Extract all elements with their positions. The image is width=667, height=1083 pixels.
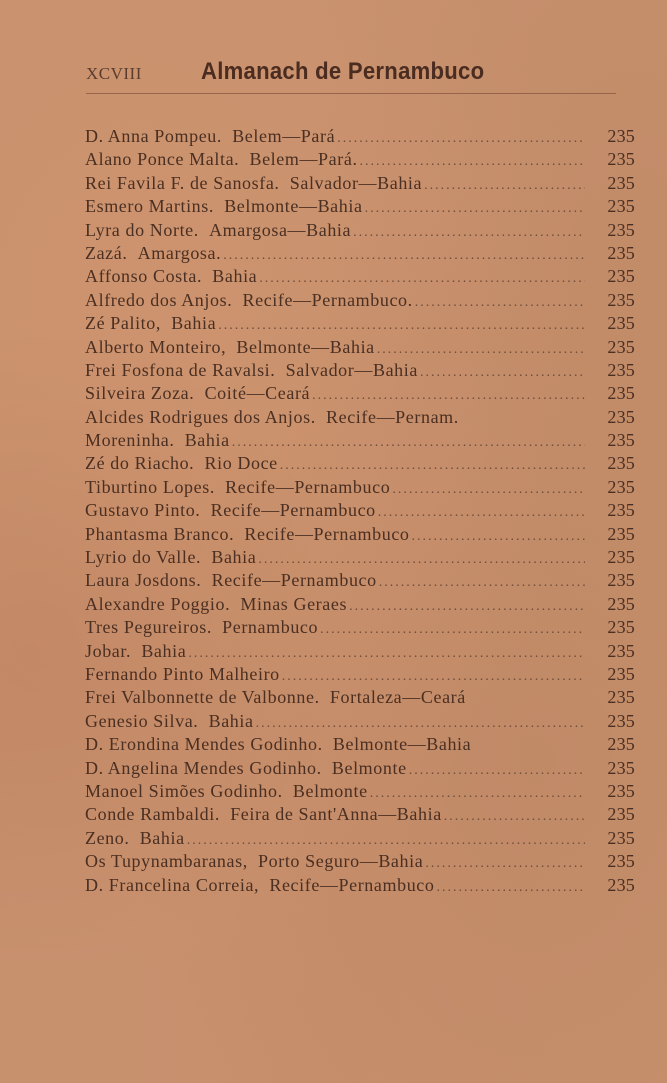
entry-page-number: 235: [607, 126, 635, 146]
entry-page-number: 235: [607, 734, 635, 755]
entry-name: Gustavo Pinto.: [85, 500, 201, 521]
entry-name: D. Francelina Correia,: [85, 874, 260, 895]
dot-leader: [409, 759, 585, 782]
entry-text: [85, 757, 407, 780]
dot-leader: [444, 805, 585, 828]
entry-name: Moreninha.: [85, 430, 175, 451]
list-item: [85, 499, 635, 522]
entry-place: Rio Doce: [204, 453, 278, 474]
entry-text: [85, 265, 257, 288]
entry-place: Recife—Pernambuco: [210, 500, 376, 521]
entry-name: Conde Rambaldi.: [85, 804, 220, 825]
list-item: [85, 569, 635, 592]
list-item: [85, 382, 635, 405]
list-item: [85, 406, 635, 429]
entry-page-number: 235: [607, 336, 635, 357]
entry-name: Zazá.: [85, 242, 128, 263]
entry-page-number: 235: [607, 500, 635, 521]
dot-leader: [412, 525, 585, 548]
entry-text: [85, 382, 310, 405]
list-item: [85, 686, 635, 709]
entry-place: Recife—Pernambuco.: [242, 289, 413, 310]
entry-text: [85, 827, 185, 850]
entry-page-number: 235: [607, 149, 635, 170]
entry-page-number: 235: [607, 219, 635, 240]
dot-leader: [349, 595, 585, 618]
entry-text: [85, 733, 471, 756]
entry-name: Rei Favila F. de Sanosfa.: [85, 172, 280, 193]
list-item: [85, 757, 635, 780]
entry-text: [85, 663, 280, 686]
entry-name: Fernando Pinto Malheiro: [85, 663, 280, 684]
entry-text: [85, 406, 459, 429]
entry-place: Pernambuco: [222, 617, 319, 638]
entry-list: [85, 125, 635, 897]
entry-place: Bahia: [212, 266, 258, 287]
entry-place: Belem—Pará.: [249, 149, 358, 170]
list-item: [85, 546, 635, 569]
entry-place: Recife—Pernambuco: [269, 874, 435, 895]
dot-leader: [365, 197, 585, 220]
entry-page-number: 235: [607, 804, 635, 825]
list-item: [85, 265, 635, 288]
entry-name: Genesio Silva.: [85, 710, 199, 731]
entry-text: [85, 476, 390, 499]
list-item: [85, 733, 635, 756]
entry-place: Belem—Pará: [232, 126, 336, 146]
dot-leader: [259, 267, 585, 290]
entry-text: [85, 780, 368, 803]
entry-text: [85, 710, 254, 733]
dot-leader: [337, 127, 585, 150]
dot-leader: [188, 642, 585, 665]
list-item: [85, 148, 635, 171]
entry-place: Recife—Pernambuco: [211, 570, 377, 591]
entry-place: Bahia: [208, 710, 254, 731]
list-item: [85, 663, 635, 686]
entry-page-number: 235: [607, 383, 635, 404]
entry-page-number: 235: [607, 172, 635, 193]
entry-place: Recife—Pernam.: [326, 406, 459, 427]
entry-place: Belmonte: [292, 780, 368, 801]
entry-name: Alberto Monteiro,: [85, 336, 227, 357]
entry-place: Bahia: [211, 547, 257, 568]
entry-name: Phantasma Branco.: [85, 523, 235, 544]
entry-name: Frei Valbonnette de Valbonne.: [85, 687, 320, 708]
entry-text: [85, 874, 435, 897]
dot-leader: [218, 314, 585, 337]
list-item: [85, 312, 635, 335]
dot-leader: [379, 571, 585, 594]
entry-page-number: 235: [607, 313, 635, 334]
list-item: [85, 429, 635, 452]
entry-text: [85, 452, 278, 475]
dot-leader: [320, 618, 585, 641]
entry-page-number: 235: [607, 780, 635, 801]
entry-name: Jobar.: [85, 640, 132, 661]
list-item: [85, 640, 635, 663]
entry-name: Os Tupynambaranas,: [85, 851, 248, 872]
entry-name: Tres Pegureiros.: [85, 617, 212, 638]
entry-name: Laura Josdons.: [85, 570, 202, 591]
entry-place: Belmonte—Bahia: [236, 336, 375, 357]
entry-page-number: 235: [607, 453, 635, 474]
entry-text: [85, 499, 376, 522]
entry-text: [85, 242, 221, 265]
list-item: [85, 827, 635, 850]
list-item: [85, 710, 635, 733]
entry-text: [85, 148, 358, 171]
entry-page-number: 235: [607, 547, 635, 568]
entry-place: Feira de Sant'Anna—Bahia: [230, 804, 442, 825]
entry-name: Zeno.: [85, 827, 130, 848]
entry-place: Bahia: [171, 313, 217, 334]
dot-leader: [437, 876, 586, 899]
dot-leader: [420, 361, 585, 384]
dot-leader: [280, 454, 585, 477]
dot-leader: [187, 829, 585, 852]
entry-page-number: 235: [607, 570, 635, 591]
entry-name: D. Anna Pompeu.: [85, 126, 222, 146]
entry-place: Belmonte—Bahia: [332, 734, 472, 755]
dot-leader: [223, 244, 585, 267]
entry-page-number: 235: [607, 476, 635, 497]
entry-name: Alano Ponce Malta.: [85, 149, 240, 170]
entry-page-number: 235: [607, 687, 635, 708]
entry-page-number: 235: [607, 851, 635, 872]
entry-name: Alcides Rodrigues dos Anjos.: [85, 406, 316, 427]
list-item: [85, 452, 635, 475]
list-item: [85, 523, 635, 546]
entry-place: Salvador—Bahia: [289, 172, 423, 193]
entry-text: [85, 616, 318, 639]
dot-leader: [425, 852, 585, 875]
page-folio: XCVIII: [86, 64, 142, 83]
entry-place: Recife—Pernambuco: [244, 523, 410, 544]
entry-text: [85, 195, 363, 218]
entry-name: Alexandre Poggio.: [85, 593, 231, 614]
entry-page-number: 235: [607, 640, 635, 661]
entry-place: Minas Geraes: [240, 593, 348, 614]
entry-text: [85, 569, 377, 592]
entry-place: Belmonte—Bahia: [224, 196, 363, 217]
entry-place: Amargosa—Bahia: [209, 219, 352, 240]
list-item: [85, 125, 635, 148]
list-item: [85, 780, 635, 803]
entry-place: Fortaleza—Ceará: [329, 687, 466, 708]
entry-place: Bahia: [184, 430, 230, 451]
entry-place: Bahia: [139, 827, 185, 848]
entry-place: Bahia: [141, 640, 187, 661]
dot-leader: [312, 384, 585, 407]
header-rule: [86, 93, 616, 94]
entry-place: Belmonte: [331, 757, 407, 778]
list-item: [85, 874, 635, 897]
entry-page-number: 235: [607, 874, 635, 895]
entry-name: Affonso Costa.: [85, 266, 203, 287]
entry-name: D. Angelina Mendes Godinho.: [85, 757, 322, 778]
entry-text: [85, 336, 375, 359]
dot-leader: [424, 174, 585, 197]
list-item: [85, 172, 635, 195]
list-item: [85, 616, 635, 639]
dot-leader: [370, 782, 585, 805]
entry-page-number: 235: [607, 617, 635, 638]
entry-text: [85, 546, 256, 569]
dot-leader: [415, 291, 585, 314]
entry-text: [85, 850, 423, 873]
entry-text: [85, 125, 335, 148]
entry-name: Tiburtino Lopes.: [85, 476, 215, 497]
dot-leader: [360, 150, 585, 173]
dot-leader: [256, 712, 585, 735]
entry-page-number: 235: [607, 406, 635, 427]
entry-name: Esmero Martins.: [85, 196, 214, 217]
list-item: [85, 476, 635, 499]
entry-page-number: 235: [607, 710, 635, 731]
entry-page-number: 235: [607, 359, 635, 380]
entry-page-number: 235: [607, 663, 635, 684]
entry-text: [85, 219, 351, 242]
entry-text: [85, 429, 230, 452]
dot-leader: [282, 665, 585, 688]
entry-place: Salvador—Bahia: [285, 359, 418, 380]
entry-name: Frei Fosfona de Ravalsi.: [85, 359, 276, 380]
entry-page-number: 235: [607, 523, 635, 544]
list-item: [85, 336, 635, 359]
dot-leader: [392, 478, 585, 501]
dot-leader: [378, 501, 585, 524]
entry-place: Amargosa.: [137, 242, 222, 263]
list-item: [85, 359, 635, 382]
list-item: [85, 850, 635, 873]
entry-page-number: 235: [607, 242, 635, 263]
dot-leader: [232, 431, 585, 454]
entry-name: Lyrio do Valle.: [85, 547, 202, 568]
entry-text: [85, 686, 466, 709]
dot-leader: [353, 221, 585, 244]
list-item: [85, 219, 635, 242]
list-item: [85, 803, 635, 826]
entry-place: Porto Seguro—Bahia: [258, 851, 424, 872]
entry-place: Recife—Pernambuco: [225, 476, 391, 497]
dot-leader: [377, 338, 585, 361]
entry-name: Zé Palito,: [85, 313, 161, 334]
running-title: Almanach de Pernambuco: [201, 58, 485, 85]
list-item: [85, 289, 635, 312]
entry-page-number: 235: [607, 593, 635, 614]
dot-leader: [258, 548, 585, 571]
entry-name: Lyra do Norte.: [85, 219, 199, 240]
entry-page-number: 235: [607, 430, 635, 451]
entry-name: Alfredo dos Anjos.: [85, 289, 233, 310]
entry-text: [85, 359, 418, 382]
entry-text: [85, 172, 422, 195]
list-item: [85, 593, 635, 616]
entry-page-number: 235: [607, 757, 635, 778]
page-header: [86, 58, 636, 88]
entry-page-number: 235: [607, 266, 635, 287]
list-item: [85, 195, 635, 218]
entry-page-number: 235: [607, 827, 635, 848]
list-item: [85, 242, 635, 265]
entry-text: [85, 640, 186, 663]
entry-text: [85, 803, 442, 826]
entry-name: Zé do Riacho.: [85, 453, 195, 474]
entry-name: D. Erondina Mendes Godinho.: [85, 734, 323, 755]
entry-text: [85, 289, 413, 312]
entry-text: [85, 523, 410, 546]
entry-text: [85, 312, 216, 335]
entry-name: Manoel Simões Godinho.: [85, 780, 283, 801]
entry-text: [85, 593, 347, 616]
entry-name: Silveira Zoza.: [85, 383, 195, 404]
entry-page-number: 235: [607, 196, 635, 217]
entry-place: Coité—Ceará: [204, 383, 311, 404]
entry-page-number: 235: [607, 289, 635, 310]
